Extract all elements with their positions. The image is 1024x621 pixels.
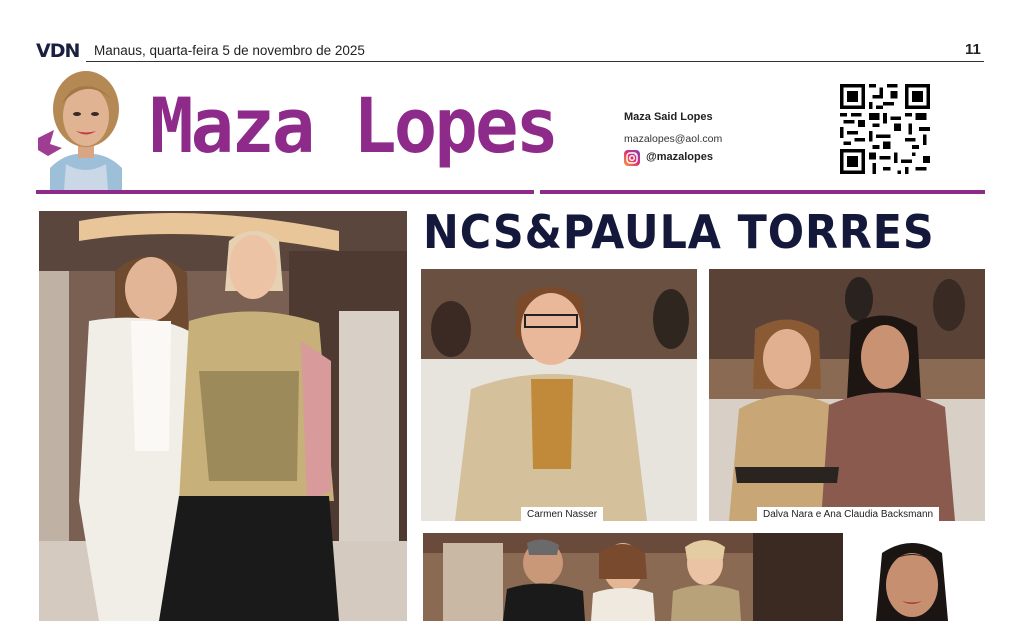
- instagram-icon[interactable]: [624, 150, 640, 166]
- columnist-portrait: [36, 64, 134, 190]
- author-email[interactable]: mazalopes@aol.com: [624, 133, 723, 145]
- caption-carmen-nasser: Carmen Nasser: [521, 507, 603, 523]
- photo-group-bottom: [423, 533, 843, 621]
- page-number: 11: [965, 41, 981, 58]
- caption-dalva-ana-claudia: Dalva Nara e Ana Claudia Backsmann: [757, 507, 939, 523]
- photo-dalva-ana-claudia: [709, 269, 985, 521]
- photo-two-women: [39, 211, 407, 621]
- instagram-handle[interactable]: @mazalopes: [646, 151, 713, 163]
- photo-carmen-nasser: [421, 269, 697, 521]
- masthead-rule-right: [540, 190, 985, 194]
- author-name: Maza Said Lopes: [624, 111, 713, 123]
- headline: NCS&PAULA TORRES: [423, 205, 935, 259]
- qr-code[interactable]: [840, 84, 930, 174]
- column-title: Maza Lopes: [150, 81, 557, 170]
- photo-portrait-bottom-right: [860, 533, 964, 621]
- masthead-rule-left: [36, 190, 534, 194]
- newspaper-logo: VDN: [36, 40, 80, 62]
- dateline: Manaus, quarta-feira 5 de novembro de 2025: [94, 43, 365, 58]
- header-rule: [86, 61, 984, 62]
